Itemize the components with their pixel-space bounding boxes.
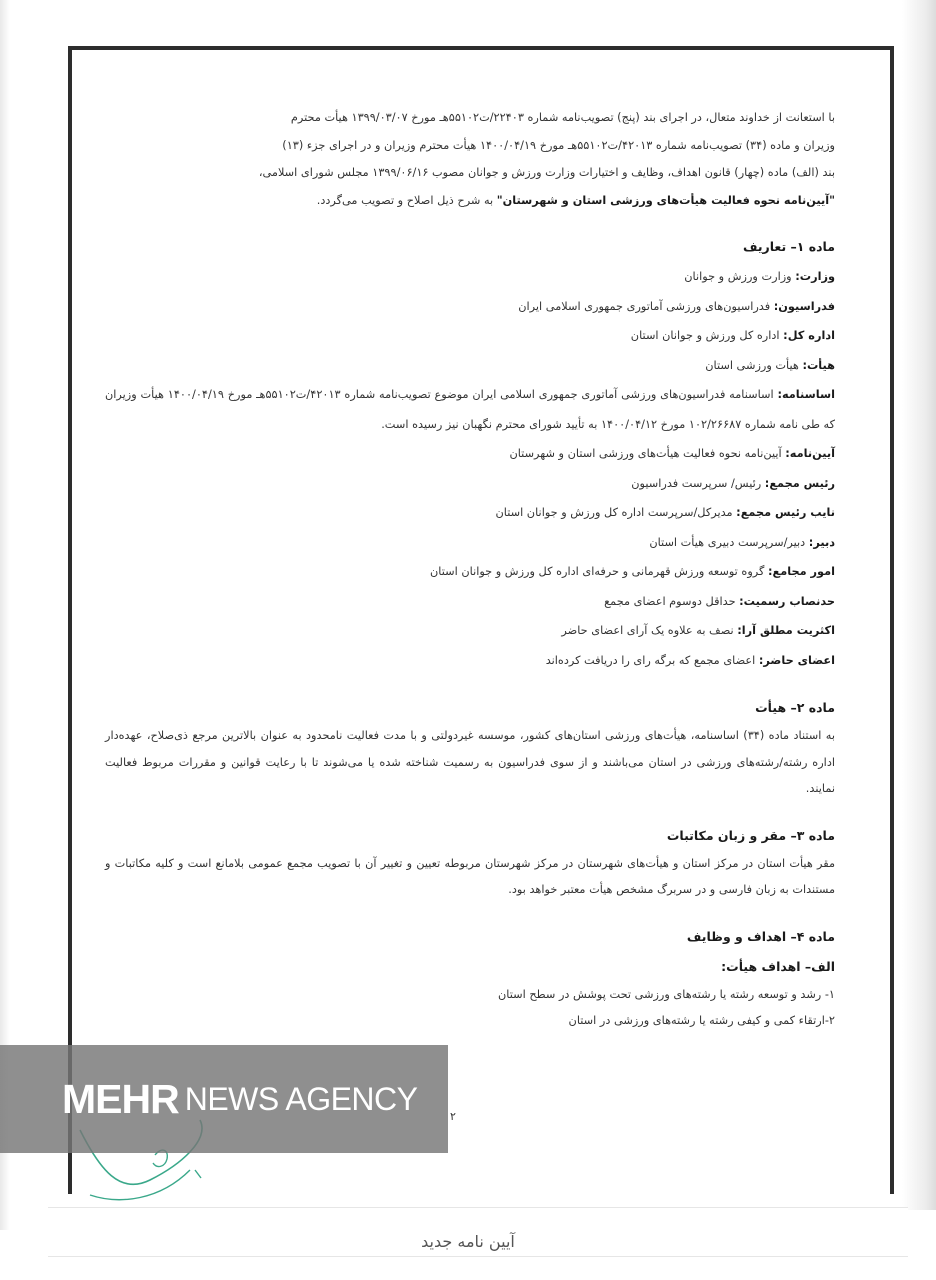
definition-item [105, 292, 835, 322]
page-number: ۲ [450, 1110, 456, 1123]
regulation-title: "آیین‌نامه نحوه فعالیت هیأت‌های ورزشی استان و شهرستان" [496, 193, 835, 207]
intro-line-3: بند (الف) ماده (چهار) قانون اهداف، وظایف و اختیارات وزارت ورزش و جوانان مصوب ۱۳۹۹/۰۶/۱۶ مجلس شورای اسلامی، [258, 166, 835, 179]
definition-item [105, 587, 835, 617]
definition-text: فدراسیون‌های ورزشی آماتوری جمهوری اسلامی ایران [518, 299, 774, 313]
definition-text: گروه توسعه ورزش قهرمانی و حرفه‌ای اداره کل ورزش و جوانان استان [429, 565, 768, 578]
definition-text: حداقل دوسوم اعضای مجمع [604, 594, 740, 608]
definition-item [105, 616, 835, 646]
definition-item [105, 321, 835, 351]
goal-item-2: ۲-ارتقاء کمی و کیفی رشته یا رشته‌های ورزشی در استان [568, 1014, 835, 1027]
definition-item [105, 469, 835, 499]
article-3-body: مقر هیأت استان در مرکز استان و هیأت‌های شهرستان در مرکز شهرستان مربوطه تعیین و تغییر آن با تصویب مجمع عمومی بلامانع است و کلیه مکاتبات و مستندات به زبان فارسی و در سربرگ مشخص هیأت معتبر خواهد بود. [105, 856, 835, 896]
definition-term: امور مجامع: [768, 565, 835, 578]
definition-text: آیین‌نامه نحوه فعالیت هیأت‌های ورزشی استان و شهرستان [509, 447, 786, 460]
image-caption: آیین نامه جدید [421, 1232, 515, 1251]
definition-term: فدراسیون: [773, 299, 835, 313]
definition-term: اعضای حاضر: [758, 653, 835, 667]
article-3-heading: ماده ۳– مقر و زبان مکاتبات [666, 827, 835, 843]
definition-text: مدیرکل/سرپرست اداره کل ورزش و جوانان استان [495, 506, 737, 519]
article-4-subheading: الف– اهداف هیأت: [721, 958, 835, 974]
definition-text: اساسنامه فدراسیون‌های ورزشی آماتوری جمهوری اسلامی ایران موضوع تصویب‌نامه شماره ۴۲۰۱۳/ت۵۵۱۰۲هـ مورخ ۱۴۰۰/۰۴/۱۹ هیأت وزیران که طی نامه شماره ۱۰۲/۲۶۶۸۷ مورخ ۱۴۰۰/۰۴/۱۲ به تأیید شورای محترم نگهبان نیز رسیده است. [105, 388, 835, 431]
definition-item [105, 262, 835, 292]
definition-term: هیأت: [802, 358, 835, 372]
definition-item [105, 439, 835, 469]
definition-term: رئیس مجمع: [764, 476, 835, 490]
intro-line-2: وزیران و ماده (۳۴) تصویب‌نامه شماره ۴۲۰۱۳/ت۵۵۱۰۲هـ مورخ ۱۴۰۰/۰۴/۱۹ هیأت محترم وزیران و در اجرای جزء (۱۳) [282, 138, 835, 152]
intro-tail: به شرح ذیل اصلاح و تصویب می‌گردد. [316, 193, 497, 207]
definition-term: آیین‌نامه: [785, 447, 835, 460]
definitions-list [105, 262, 835, 675]
mehr-news-watermark [0, 1045, 448, 1153]
definition-term: نایب رئیس مجمع: [736, 506, 835, 519]
article-1-heading: ماده ۱– تعاریف [742, 239, 835, 254]
article-4-heading: ماده ۴– اهداف و وظایف [686, 928, 835, 944]
definition-text: رئیس/ سرپرست فدراسیون [631, 476, 765, 490]
intro-line-1: با استعانت از خداوند متعال، در اجرای بند (پنج) تصویب‌نامه شماره ۲۲۴۰۳/ت۵۵۱۰۲هـ مورخ ۱۳۹۹/۰۳/۰۷ هیأت محترم [290, 111, 835, 124]
definition-text: وزارت ورزش و جوانان [684, 270, 796, 283]
definition-text: هیأت ورزشی استان [705, 358, 803, 372]
article-2-body: به استناد ماده (۳۴) اساسنامه، هیأت‌های ورزشی استان‌های کشور، موسسه غیردولتی و با مدت فعالیت نامحدود به عنوان بالاترین مرجع ذی‌صلاح، عهده‌دار اداره رشته/رشته‌های ورزشی در استان می‌باشند و از سوی فدراسیون به رسمیت شناخته شده یا می‌شوند تا با رعایت قوانین و مقررات مربوط فعالیت نمایند. [105, 729, 836, 795]
definition-text: اعضای مجمع که برگه رای را دریافت کرده‌اند [545, 653, 759, 667]
definition-item [105, 528, 835, 558]
article-2-heading: ماده ۲– هیأت [755, 700, 835, 715]
goal-item-1: ۱- رشد و توسعه رشته یا رشته‌های ورزشی تحت پوشش در سطح استان [498, 987, 835, 1001]
definition-text: نصف به علاوه یک آرای اعضای حاضر [561, 624, 738, 637]
definition-text: دبیر/سرپرست دبیری هیأت استان [649, 535, 809, 549]
definition-item [105, 380, 835, 439]
definition-term: اداره کل: [783, 329, 835, 342]
intro-line-4 [105, 187, 835, 215]
watermark-sub: NEWS AGENCY [184, 1080, 418, 1117]
definition-term: اساسنامه: [777, 388, 835, 401]
definition-term: وزارت: [795, 270, 835, 283]
definition-term: اکثریت مطلق آرا: [737, 624, 835, 637]
definition-text: اداره کل ورزش و جوانان استان [630, 329, 784, 342]
definition-item [105, 646, 835, 676]
scan-right-edge [902, 0, 936, 1210]
definition-item [105, 498, 835, 528]
definition-term: حدنصاب رسمیت: [739, 594, 835, 608]
definition-item [105, 351, 835, 381]
watermark-brand: MEHR [62, 1075, 179, 1122]
document-body [105, 104, 835, 1035]
definition-item [105, 557, 835, 587]
definition-term: دبیر: [808, 535, 835, 549]
